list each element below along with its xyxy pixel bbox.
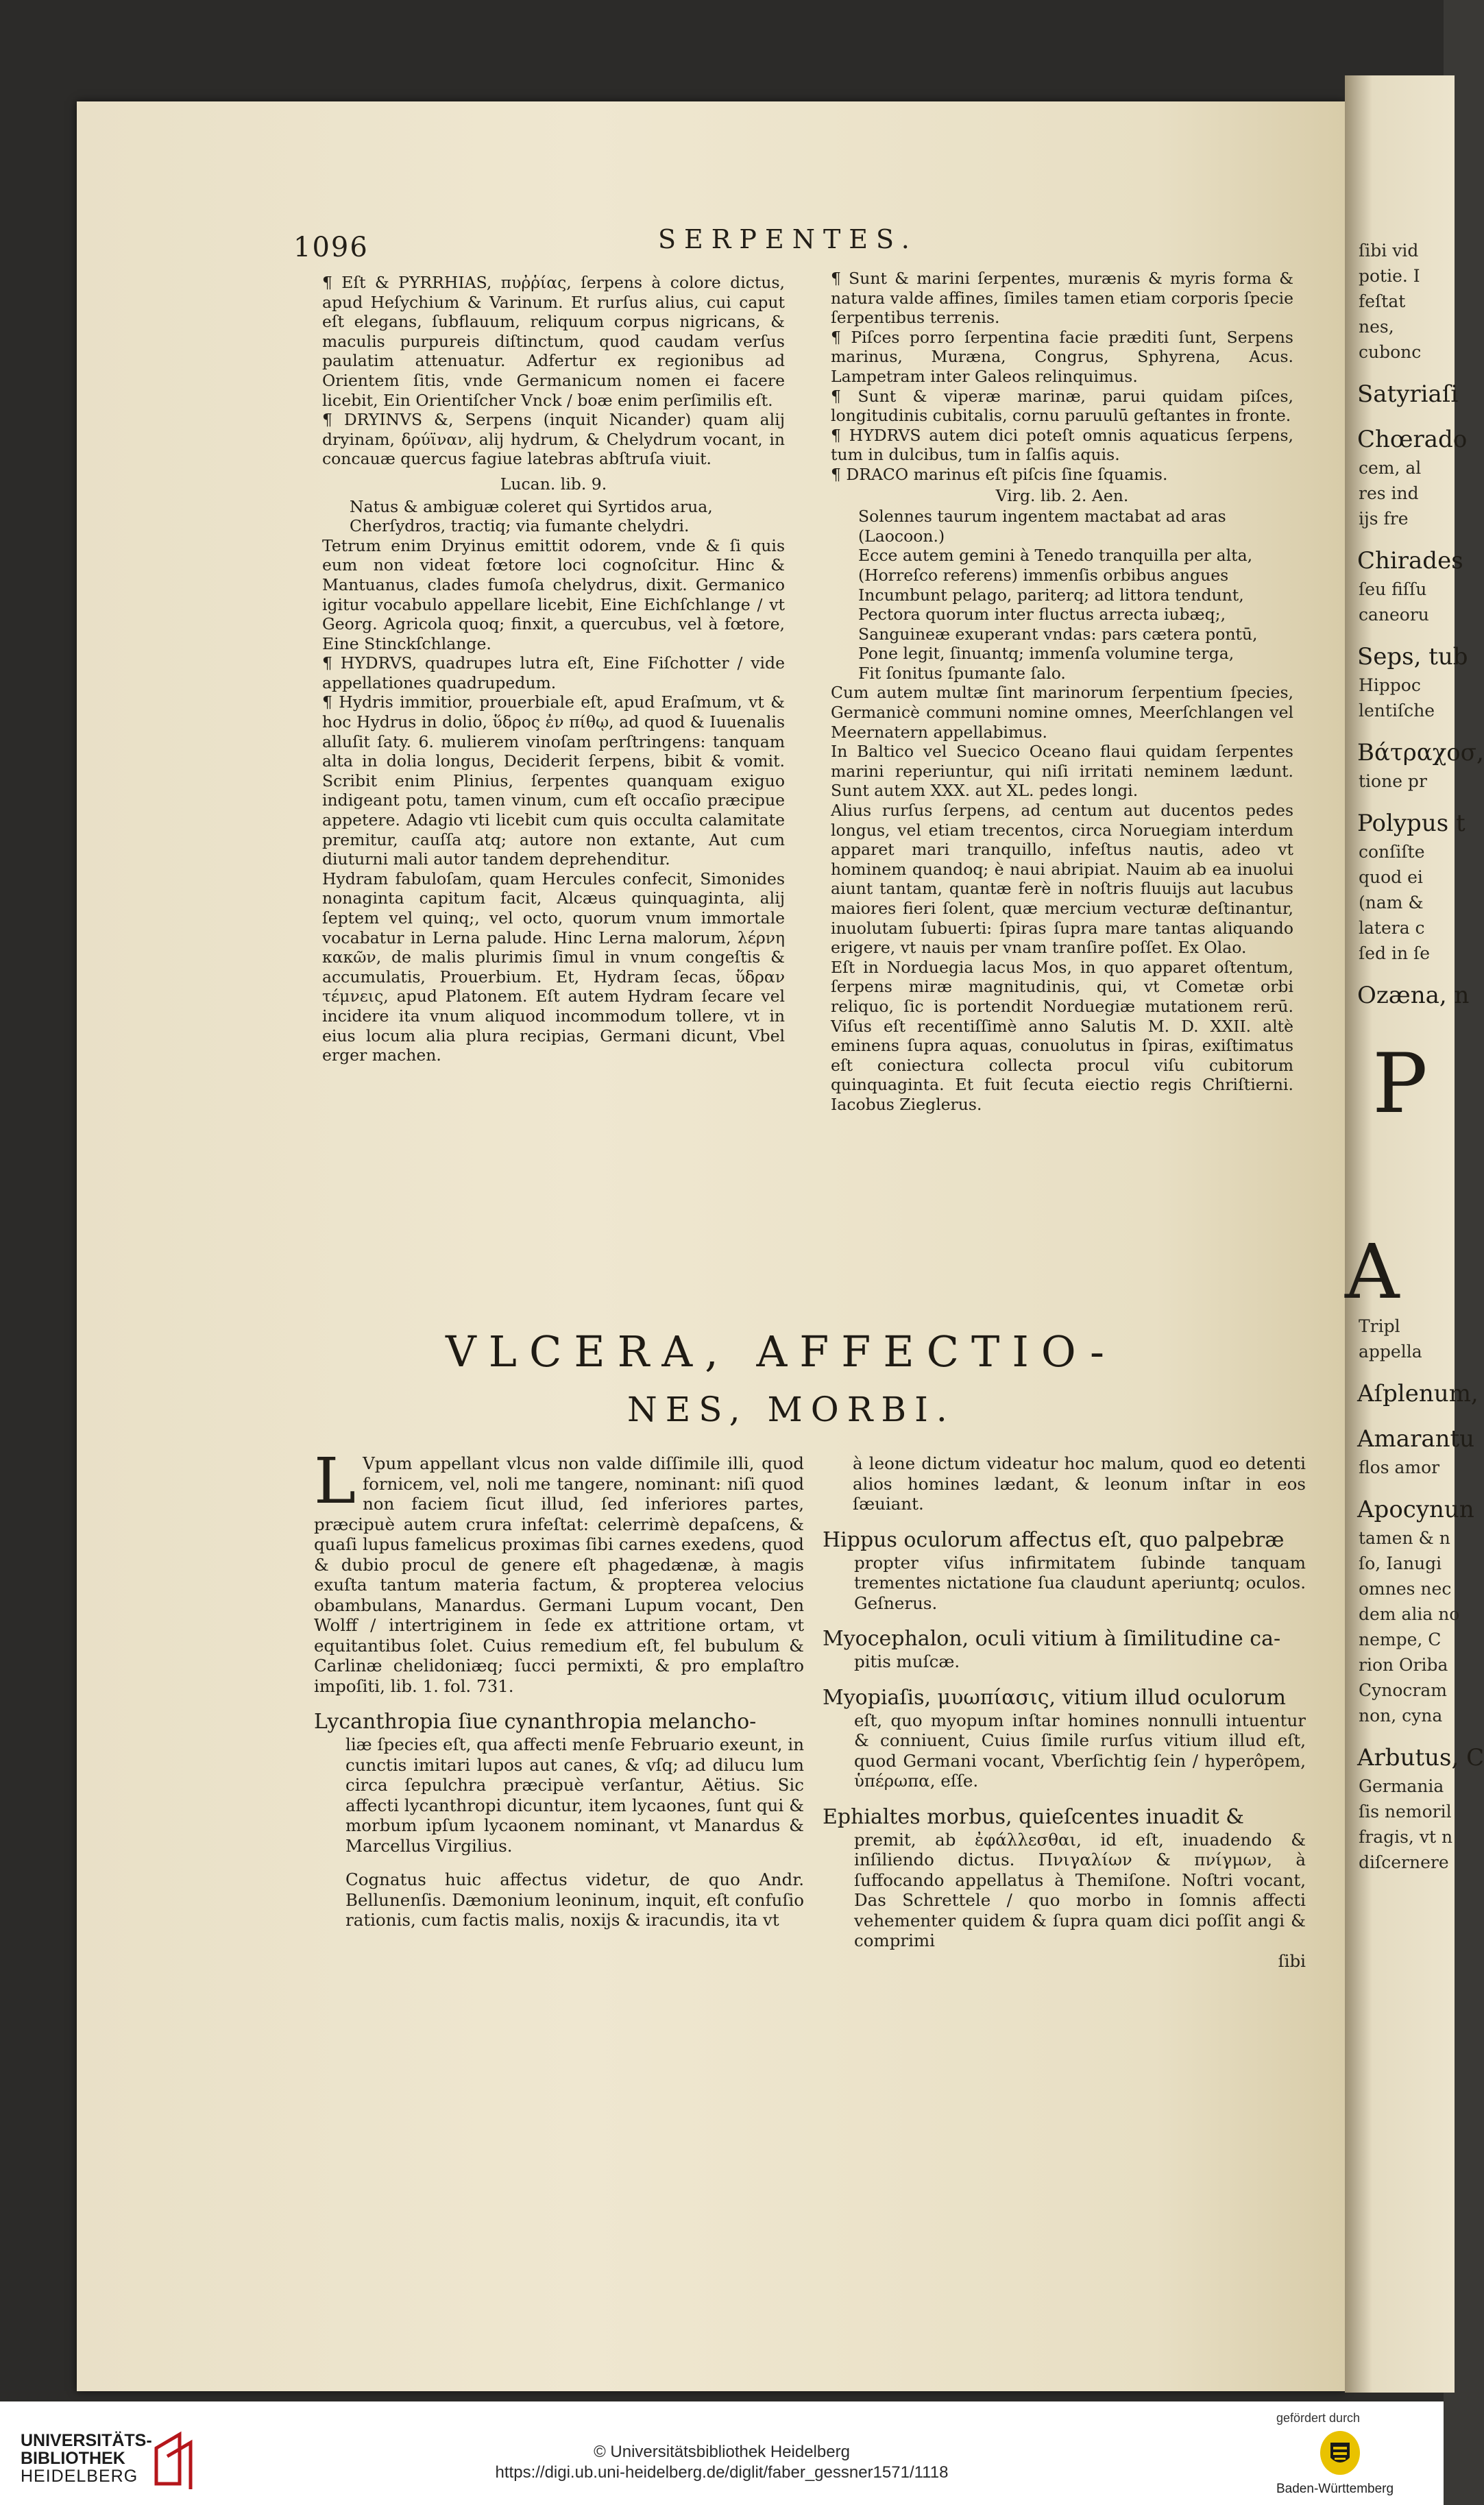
np-initial-letter: P (1372, 1037, 1428, 1132)
np-heading: Apocynun (1357, 1496, 1474, 1523)
np-line: Germania (1359, 1776, 1444, 1796)
verse-line: (Horreſco referens) immenſis orbibus angues (858, 565, 1229, 585)
section-subtitle: NES, MORBI. (627, 1390, 956, 1429)
np-line: quod ei (1359, 867, 1423, 887)
paragraph: ¶ Sunt & viperæ marinæ, parui quidam piſces, longitudinis cubitalis, cornu paruulū geſtantes in fronte. (831, 386, 1293, 426)
paragraph: ¶ DRYINVS &, Serpens (inquit Nicander) quam alij dryinam, δρύϊναν, alij hydrum, & Chelydrum vocant, in concauæ quercus fagiue latebras abſtruſa viuit. (322, 410, 785, 469)
np-heading: Aſplenum, (1357, 1380, 1479, 1407)
copyright-text: © Universitätsbibliothek Heidelberg (594, 2443, 850, 2461)
section-title: VLCERA, AFFECTIO- (446, 1327, 1117, 1377)
paragraph: premit, ab ἐφάλλεσθαι, id eſt, inuadendo & inſiliendo dictus. Πνιγαλίων & πνίγμων, à ſuffocando appellatus à Themiſone. Noſtri vocant, Das Schrettele / quo morbo in ſomnis affecti vehementer quidem & ſupra quam dici poſſit angi & comprimi (854, 1829, 1306, 1950)
paragraph: Alius rurſus ſerpens, ad centum aut ducentos pedes longus, vel etiam trecentos, circa Noruegiam interdum apparet mari tranquillo, infeſtus nautis, adeo vt hominem quandoq; è naui abripiat. Nauim ab ea inuolui aiunt tantam, quantæ ferè in noſtris fluuijs aut lacubus maiores fieri ſolent, quæ mercium vecturæ deſtinantur, inuolutam ſubuerti: ſpiras ſupra mare tantas aliquando erigere, vt nauis per vnam tranſire poſſet. Ex Olao. (831, 801, 1293, 958)
np-line: Cynocram (1359, 1680, 1447, 1700)
np-line: nes, (1359, 317, 1394, 337)
paragraph: In Baltico vel Suecico Oceano flaui quidam ſerpentes marini reperiuntur, qui niſi irritati neminem lædunt. Sunt autem XXX. aut XL. pedes longi. (831, 742, 1293, 801)
paragraph-text: Vpum appellant vlcus non valde diſſimile illi, quod fornicem, vel, noli me tangere, nominant: niſi quod non faciem ſicut illud, ſed inferiores partes, præcipuè autem crura infeſtat: celerrimè depaſcens, & quaſi lupus famelicus proximas ſibi carnes exedens, quod & dubio procul de genere eſt phagedænæ, à magis exuſta tantum materia factum, & propterea velocius obambulans, Manardus. Germani Lupum vocant, Den Wolff / intertriginem in ſede ex attritione ortam, vt equitantibus ſolet. Cuius remedium eſt, fel bubulum & Carlinæ chelidoniæq; ſucci permixti, & pro emplaſtro impoſiti, lib. 1. fol. 731. (314, 1453, 804, 1696)
state-name: Baden-Württemberg (1276, 2482, 1394, 2496)
np-line: ſis nemoril (1359, 1802, 1452, 1822)
verse-line: Incumbunt pelago, pariterq; ad littora tendunt, (858, 585, 1244, 605)
np-line: Hippoc (1359, 675, 1421, 695)
lower-right-column (823, 1453, 1306, 1971)
paragraph: Eſt in Norduegia lacus Mos, in quo apparet oſtentum, ſerpens miræ magnitudinis, qui, vt Cometæ orbi reliquo, ſic is portendit Norduegiæ mutationem rerū. Viſus eſt recentiſſimè anno Salutis M. D. XXII. altè eminens ſupra aquas, conuolutus in ſpiras, exiſtimatus eſt coniectura collecta procul viſu cubitorum quinquaginta. Et fuit ſecuta eiectio regis Chriſtierni. Iacobus Zieglerus. (831, 957, 1293, 1114)
verse-line: Natus & ambiguæ coleret qui Syrtidos arua, (350, 496, 713, 516)
np-heading: Satyriaſi (1357, 380, 1459, 408)
np-line: cem, al (1359, 458, 1422, 478)
logo-line: UNIVERSITÄTS- (21, 2431, 152, 2450)
funding-label: gefördert durch (1276, 2411, 1361, 2425)
paragraph: ¶ Sunt & marini ſerpentes, murænis & myris forma & natura valde affines, ſimiles tamen etiam corporis ſpecie ſerpentibus terrenis. (831, 269, 1293, 328)
paragraph: ¶ DRACO marinus eſt piſcis ſine ſquamis. (831, 464, 1168, 484)
paragraph: ¶ HYDRVS, quadrupes lutra eſt, Eine Fiſchotter / vide appellationes quadrupedum. (322, 653, 785, 692)
page-number: 1096 (293, 232, 369, 263)
paragraph: eſt, quo myopum inſtar homines nonnulli intuentur & conniuent, Cuius ſimile rurſus vitium illud eſt, quod Germani vocant, Vberſichtig ſein / hyperôpem, ὑπέρωπα, eſſe. (854, 1710, 1306, 1791)
np-line: res ind (1359, 483, 1419, 503)
np-line: rion Oriba (1359, 1655, 1448, 1675)
np-initial-letter: A (1345, 1228, 1400, 1316)
paragraph: Tetrum enim Dryinus emittit odorem, vnde & ſi quis eum non videat fœtore loci cognoſcitur. Hinc & Mantuanus, clades fumoſa chelydrus, dixit. Germanico igitur vocabulo appellare licebit, Eine Eichſchlange / vt Georg. Agricola quoq; finxit, a quercubus, vel à fœtore, Eine Stinckſchlange. (322, 535, 785, 653)
np-heading: Βάτραχοσ, (1357, 739, 1484, 766)
np-line: (nam & (1359, 893, 1424, 912)
lower-left-column (314, 1444, 805, 1944)
np-heading: Amarantu (1357, 1425, 1475, 1453)
paragraph: ¶ Piſces porro ſerpentina facie præditi ſunt, Serpens marinus, Muræna, Congrus, Sphyrena, Acus. Lampetram inter Galeos relinquimus. (831, 327, 1293, 386)
np-line: potie. I (1359, 266, 1420, 286)
np-line: dem alia no (1359, 1604, 1460, 1624)
paragraph: Cum autem multæ ſint marinorum ſerpentium ſpecies, Germanicè communi nomine omnes, Meerſchlangen vel Meernatern appellabimus. (831, 683, 1293, 742)
paragraph: liæ ſpecies eſt, qua affecti menſe Februario exeunt, in cunctis imitari lupos aut canes, & vſq; ad dilucu lum circa ſepulchra præcipuè verſantur, Aëtius. Sic affecti lycanthropi dicuntur, item lycaones, ſunt qui & morbum ipſum lycaonem nominant, vt Manardus & Marcellus Virgilius. (345, 1734, 805, 1856)
np-line: tamen & n (1359, 1528, 1450, 1548)
quote-reference: Virg. lib. 2. Aen. (995, 485, 1129, 505)
np-line: Tripl (1359, 1316, 1400, 1336)
np-line: tione pr (1359, 771, 1427, 791)
np-heading: Chœrado (1357, 426, 1468, 453)
drop-cap: L (314, 1444, 356, 1518)
np-line: ſo, Ianugi (1359, 1553, 1442, 1573)
left-column (322, 273, 785, 1065)
state-crest-icon[interactable] (1319, 2430, 1361, 2478)
np-line: fragis, vt n (1359, 1827, 1453, 1847)
paragraph: à leone dictum videatur hoc malum, quod eo detenti alios homines lædant, & leonum inſtar in eos ſæuiant. (853, 1453, 1306, 1514)
np-line: non, cyna (1359, 1706, 1443, 1726)
paragraph: pitis muſcæ. (854, 1651, 960, 1671)
verse-line: Pone legit, ſinuantq; immenſa volumine terga, (858, 644, 1234, 664)
np-line: cubonc (1359, 342, 1422, 362)
permalink-url[interactable]: https://digi.ub.uni-heidelberg.de/diglit/faber_gessner1571/1118 (495, 2463, 949, 2482)
np-line: ſeu fiſſu (1359, 579, 1427, 599)
adjacent-page-strip (1345, 75, 1484, 2393)
running-head: SERPENTES. (658, 224, 918, 254)
logo-line: BIBLIOTHEK (21, 2449, 125, 2468)
verse-line: Sanguineæ exuperant vndas: pars cætera pontū, (858, 624, 1258, 644)
verse-line: Cherſydros, tractiq; via fumante chelydri. (350, 516, 690, 536)
np-heading: Polypus t (1357, 810, 1465, 837)
np-heading: Chirades (1357, 547, 1463, 574)
np-line: ijs fre (1359, 509, 1409, 529)
np-line: caneoru (1359, 605, 1429, 625)
entry-lead: Ephialtes morbus, quieſcentes inuadit & (823, 1804, 1244, 1829)
paragraph-lupus (314, 1444, 804, 1696)
np-line: appella (1359, 1342, 1422, 1362)
np-line: ſed in ſe (1359, 943, 1431, 963)
entry-lead: Lycanthropia ſiue cynanthropia melancho- (314, 1710, 757, 1734)
right-column (831, 269, 1293, 1115)
logo-line: HEIDELBERG (21, 2467, 138, 2486)
np-line: lentiſche (1359, 701, 1435, 721)
verse-line: Solennes taurum ingentem mactabat ad aras (858, 507, 1226, 527)
quote-reference: Lucan. lib. 9. (500, 474, 607, 494)
np-line: omnes nec (1359, 1579, 1452, 1599)
verse-line: (Laocoon.) (858, 526, 945, 546)
entry-lead: Myocephalon, oculi vitium à ſimilitudine ca- (823, 1627, 1281, 1651)
np-heading: Arbutus, C (1357, 1744, 1484, 1771)
paragraph: ¶ HYDRVS autem dici poteſt omnis aquaticus ſerpens, tum in dulcibus, tum in ſalſis aquis. (831, 425, 1293, 465)
paragraph: Cognatus huic affectus videtur, de quo Andr. Bellunenſis. Dæmonium leoninum, inquit, eſt confuſio rationis, cum factis malis, noxijs & iracundis, ita vt (345, 1869, 804, 1930)
entry-lead: Hippus oculorum affectus eſt, quo palpebræ (823, 1527, 1285, 1552)
catchword: ſibi (1278, 1950, 1306, 1971)
np-line: latera c (1359, 918, 1425, 938)
np-line: conſiſte (1359, 842, 1425, 862)
verse-line: Pectora quorum inter fluctus arrecta iubæq;, (858, 605, 1226, 625)
paragraph: ¶ Hydris immitior, prouerbiale eſt, apud Eraſmum, vt & hoc Hydrus in dolio, ὕδρος ἐν πίθῳ, ad quod & Iuuenalis alluſit ſaty. 6. mulierem vinoſam perſtringens: tanquam alta in dolia longus, Deciderit ſerpens, bibit & vomit. Scribit enim Plinius, ſerpentes quanquam exiguo indigeant potu, tamen vinum, cum eſt occaſio præcipue appetere. Adagio vti licebit cum quis occulta calamitate premitur, cauſſa atq; autore non extante, Aut cum diuturni mali autor tandem deprehenditur. (322, 692, 785, 869)
np-line: ſibi vid (1359, 241, 1419, 261)
np-heading: Ozæna, n (1357, 982, 1470, 1009)
paragraph: ¶ Eſt & PYRRHIAS, πυῤῥίας, ſerpens à colore dictus, apud Heſychium & Varinum. Et rurſus alius, cui caput eſt elegans, ſubflauum, reliquum corpus nigricans, & maculis purpureis diſtinctum, quod caudam verſus paulatim attenuatur. Adfertur ex regionibus ad Orientem ſitis, vnde Germanicum nomen ei facere licebit, Ein Orientiſcher Vnck / boæ enim perſimilis eſt. (322, 273, 785, 410)
entry-lead: Myopiaſis, μυωπίασις, vitium illud oculorum (823, 1685, 1286, 1710)
np-line: nempe, C (1359, 1630, 1442, 1649)
np-line: flos amor (1359, 1457, 1440, 1477)
np-line: diſcernere (1359, 1852, 1449, 1872)
verse-line: Fit ſonitus ſpumante ſalo. (858, 663, 1066, 683)
paragraph: propter viſus infirmitatem ſubinde tanquam trementes nictatione ſua claudunt aperiuntq; oculos. Geſnerus. (854, 1552, 1306, 1613)
footer-bar (0, 2401, 1444, 2505)
paragraph: Hydram fabuloſam, quam Hercules confecit, Simonides nonaginta capitum facit, Alcæus quinquaginta, alij ſeptem vel quinq;, vel octo, quorum vnum immortale vocabatur in Lerna palude. Hinc Lerna malorum, λέρνη κακῶν, de malis plurimis ſimul in vnum congeſtis & accumulatis, Prouerbium. Et, Hydram ſecas, ὕδραν τέμνεις, apud Platonem. Eſt autem Hydram ſecare vel incidere ita vnum aliquod incommodum tollere, vt in eius locum alia plura recipias, Germani dicunt, Vbel erger machen. (322, 869, 785, 1065)
verse-line: Ecce autem gemini à Tenedo tranquilla per alta, (858, 546, 1253, 566)
np-heading: Seps, tub (1357, 643, 1468, 670)
np-line: feſtat (1359, 291, 1406, 311)
